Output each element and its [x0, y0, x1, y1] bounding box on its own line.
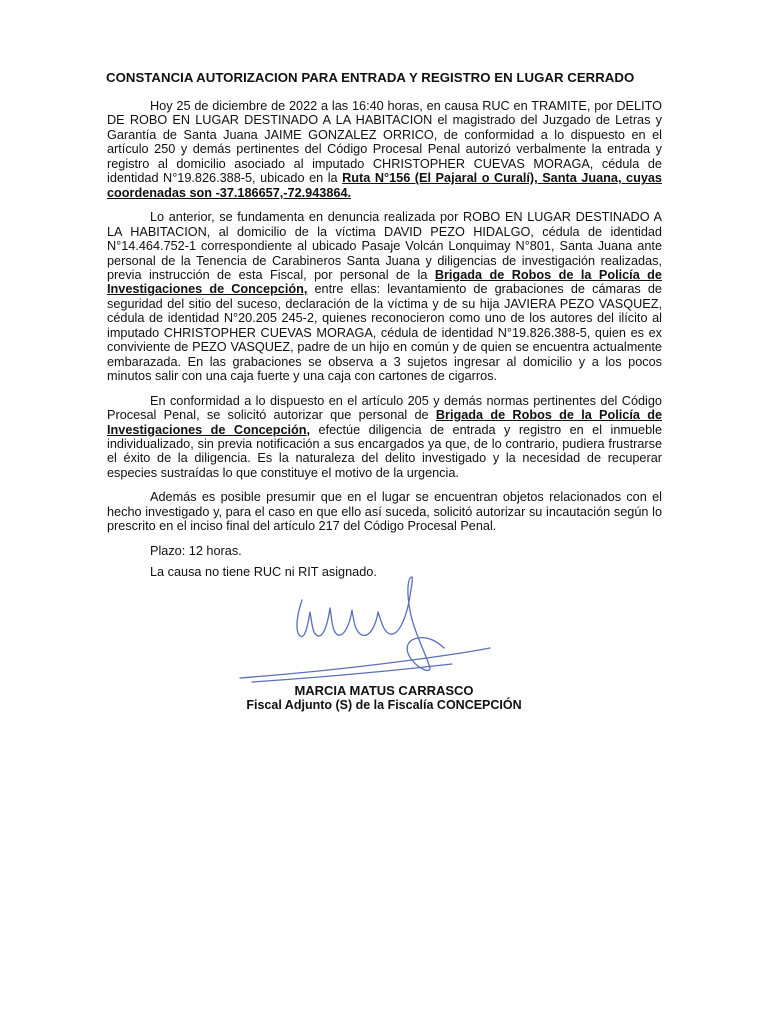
signer-name: MARCIA MATUS CARRASCO: [294, 683, 474, 698]
document-title: CONSTANCIA AUTORIZACION PARA ENTRADA Y REGISTRO EN LUGAR CERRADO: [106, 70, 635, 85]
paragraph-2-text-b: entre ellas: levantamiento de grabaciones de cámaras de seguridad del sitio del suceso, declaración de la víctima y de su hija JAVIERA PEZO VASQUEZ, cédula de identidad N°20.205 245-2, quienes reconocieron como uno de los autores del ilícito al imputado CHRISTOPHER CUEVAS MORAGA, cédula de identidad N°19.826.388-5, quien es ex conviviente de PEZO VASQUEZ, padre de un hijo en común y de quien se encuentra actualmente embarazada. En las grabaciones se observa a 3 sujetos ingresar al domicilio y a los pocos minutos salir con una caja fuerte y una caja con cartones de cigarros.: [107, 282, 662, 384]
paragraph-1-text: Hoy 25 de diciembre de 2022 a las 16:40 horas, en causa RUC en TRAMITE, por DELITO DE ROBO EN LUGAR DESTINADO A LA HABITACION el magistrado del Juzgado de Letras y Garantía de Santa Juana JAIME GONZALEZ ORRICO, de conformidad a lo dispuesto en el artículo 250 y demás pertinentes del Código Procesal Penal autorizó verbalmente la entrada y registro al domicilio asociado al imputado CHRISTOPHER CUEVAS MORAGA, cédula de identidad N°19.826.388-5, ubicado en la: [107, 99, 662, 186]
paragraph-3-text-b: efectúe diligencia de entrada y registro en el inmueble individualizado, sin previa notificación a sus encargados ya que, de lo contrario, pudiera frustrarse el éxito de la diligencia. Es la naturaleza del delito investigado y la necesidad de recuperar especies sustraídas lo que constituye el motivo de la urgencia.: [107, 422, 662, 480]
plazo-line: Plazo: 12 horas.: [150, 543, 242, 558]
ruc-note: La causa no tiene RUC ni RIT asignado.: [150, 565, 377, 580]
document-body: [107, 99, 662, 587]
paragraph-2-text-a: Lo anterior, se fundamenta en denuncia realizada por ROBO EN LUGAR DESTINADO A LA HABITACION, al domicilio de la víctima DAVID PEZO HIDALGO, cédula de identidad N°14.464.752-1 correspondiente al ubicado Pasaje Volcán Lonquimay N°801, Santa Juana ante personal de la Tenencia de Carabineros Santa Juana y diligencias de investigación realizadas, previa instrucción de esta Fiscal, por personal de la: [107, 210, 662, 282]
signature-icon: [232, 568, 492, 688]
signer-block: [228, 683, 540, 713]
paragraph-3-text-a: En conformidad a lo dispuesto en el artículo 205 y demás normas pertinentes del Código Procesal Penal, se solicitó autorizar que personal de: [107, 393, 662, 423]
paragraph-3-brigade: Brigada de Robos de la Policía de Investigaciones de Concepción,: [107, 408, 663, 437]
signer-title: Fiscal Adjunto (S) de la Fiscalía CONCEPCIÓN: [246, 698, 522, 712]
paragraph-1-location: Ruta N°156 (El Pajaral o Curalí), Santa Juana, cuyas coordenadas son -37.186657,-72.943864.: [107, 171, 662, 200]
paragraph-2: [107, 210, 662, 383]
paragraph-2-brigade: Brigada de Robos de la Policía de Investigaciones de Concepción,: [107, 267, 662, 297]
paragraph-4: Además es posible presumir que en el lugar se encuentran objetos relacionados con el hecho investigado y, para el caso en que ello así suceda, solicitó autorizar su incautación según lo prescrito en el inciso final del artículo 217 del Código Procesal Penal.: [107, 490, 662, 534]
paragraph-1: [107, 99, 662, 200]
paragraph-3: [107, 394, 662, 481]
